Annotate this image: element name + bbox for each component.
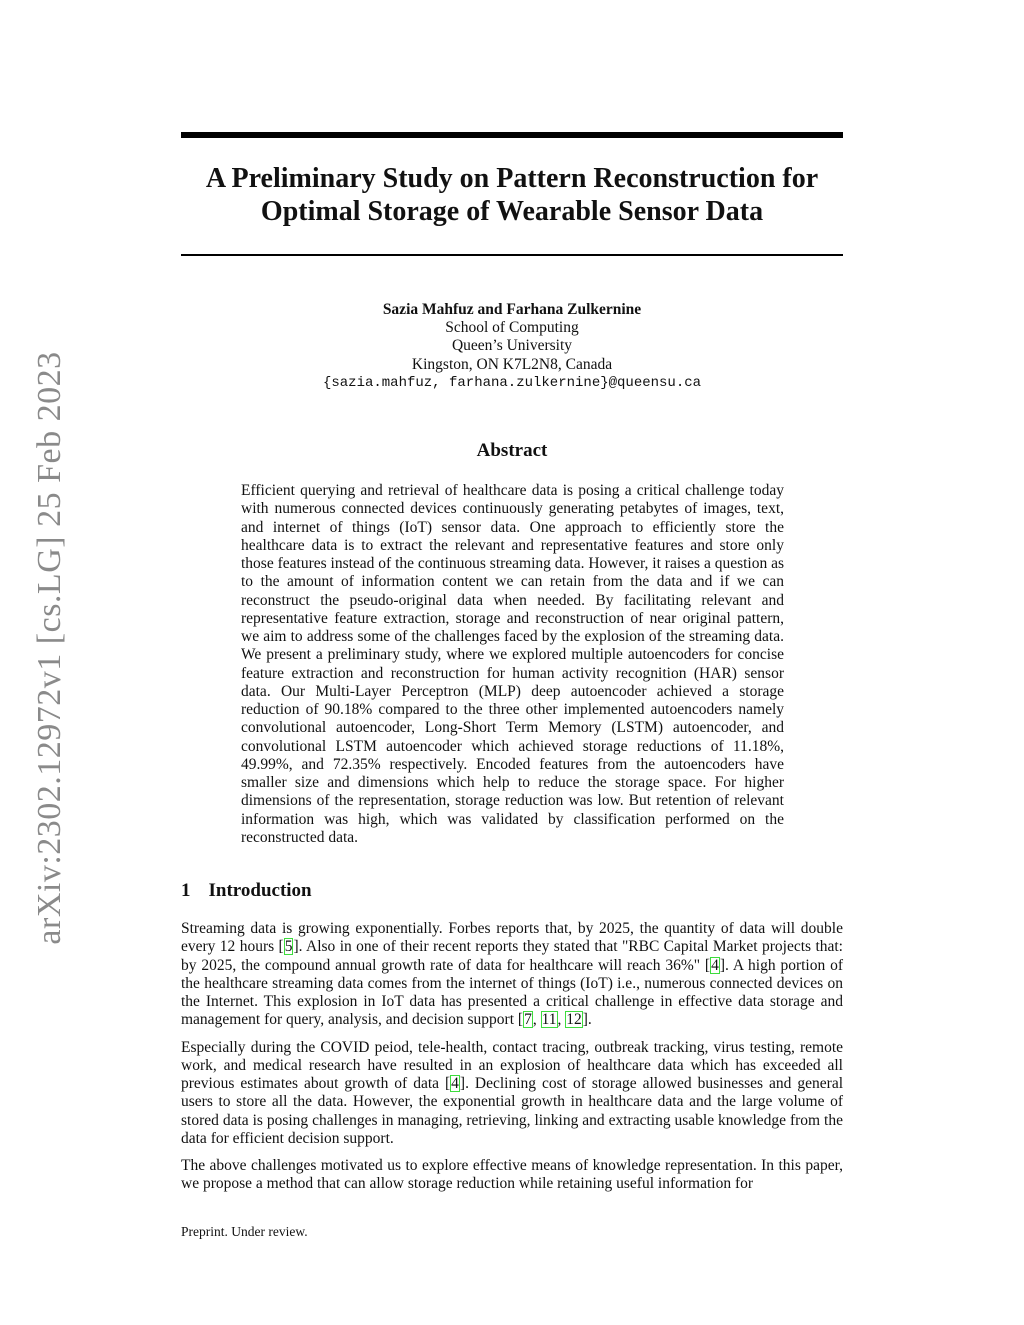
- section-title: Introduction: [208, 880, 312, 901]
- paper-title: [181, 162, 843, 228]
- abstract-heading: Abstract: [476, 440, 548, 461]
- title-line-2: Optimal Storage of Wearable Sensor Data: [260, 196, 764, 227]
- paragraph-1: Streaming data is growing exponentially. Forbes reports that, by 2025, the quantity of data will double every 12 hours [5]. Also in one of their recent reports they stated that "RBC Capital Market projects that: by 2025, the compound annual growth rate of data for healthcare will reach 36%" [4]. A high portion of the healthcare streaming data comes from the internet of things (IoT) i.e., numerous connected devices on the Internet. This explosion in IoT data has presented a critical challenge in effective data storage and management for query, analysis, and decision support [7, 11, 12].: [181, 920, 843, 1029]
- footer-note: Preprint. Under review.: [181, 1224, 308, 1239]
- title-rule-top: [181, 132, 843, 138]
- citation-link[interactable]: 11: [541, 1011, 557, 1029]
- citation-link[interactable]: 5: [284, 938, 293, 956]
- paragraph-3: The above challenges motivated us to explore effective means of knowledge representation. In this paper, we propose a method that can allow storage reduction while retaining useful information for: [181, 1157, 843, 1193]
- author-emails[interactable]: {sazia.mahfuz, farhana.zulkernine}@queensu.ca: [322, 374, 702, 391]
- paragraph-2: Especially during the COVID peiod, tele-health, contact tracing, outbreak tracking, virus testing, remote work, and medical research have resulted in an explosion of healthcare data which has exceeded all previous estimates about growth of data [4]. Declining cost of storage allowed businesses and general users to store all the data. However, the exponential growth in healthcare data and the large volume of stored data is posing challenges in managing, retrieving, linking and extracting usable knowledge from the data for efficient decision support.: [181, 1038, 844, 1147]
- title-line-1: A Preliminary Study on Pattern Reconstruction for: [205, 163, 819, 194]
- arxiv-identifier: arXiv:2302.12972v1 [cs.LG] 25 Feb 2023: [31, 351, 68, 945]
- introduction-body: [181, 920, 843, 1203]
- affiliation-address: Kingston, ON K7L2N8, Canada: [411, 355, 613, 373]
- citation-link[interactable]: 12: [566, 1011, 582, 1029]
- author-names: Sazia Mahfuz and Farhana Zulkernine: [382, 301, 642, 318]
- affiliation-dept: School of Computing: [445, 319, 579, 337]
- author-block: [181, 301, 843, 392]
- citation-link[interactable]: 7: [524, 1011, 532, 1029]
- section-heading-introduction: [181, 880, 312, 902]
- citation-link[interactable]: 4: [711, 956, 719, 974]
- section-number: 1: [181, 880, 191, 901]
- title-rule-bottom: [181, 254, 843, 256]
- citation-link[interactable]: 4: [451, 1075, 459, 1092]
- affiliation-university: Queen’s University: [451, 337, 573, 355]
- abstract-text: Efficient querying and retrieval of healthcare data is posing a critical challenge today with numerous connected devices continuously generating petabytes of images, text, and internet of things (IoT) sensor data. One approach to efficiently store the healthcare data is to extract the relevant and representative features and store only those features instead of the continuous streaming data. However, it raises a question as to the amount of information content we can retain from the data and if we can reconstruct the pseudo-original data when needed. By facilitating relevant and representative feature extraction, storage and reconstruction of near original pattern, we aim to address some of the challenges faced by the explosion of the streaming data. We present a preliminary study, where we explored multiple autoencoders for concise feature extraction and reconstruction for human activity recognition (HAR) sensor data. Our Multi-Layer Perceptron (MLP) deep autoencoder achieved a storage reduction of 90.18% compared to the three other implemented autoencoders namely convolutional autoencoder, Long-Short Term Memory (LSTM) autoencoder, and convolutional LSTM autoencoder which achieved storage reductions of 11.18%, 49.99%, and 72.35% respectively. Encoded features from the autoencoders have smaller size and dimensions which help to reduce the storage space. For higher dimensions of the representation, storage reduction was low. But retention of relevant information was high, which was validated by classification performed on the reconstructed data.: [241, 482, 785, 846]
